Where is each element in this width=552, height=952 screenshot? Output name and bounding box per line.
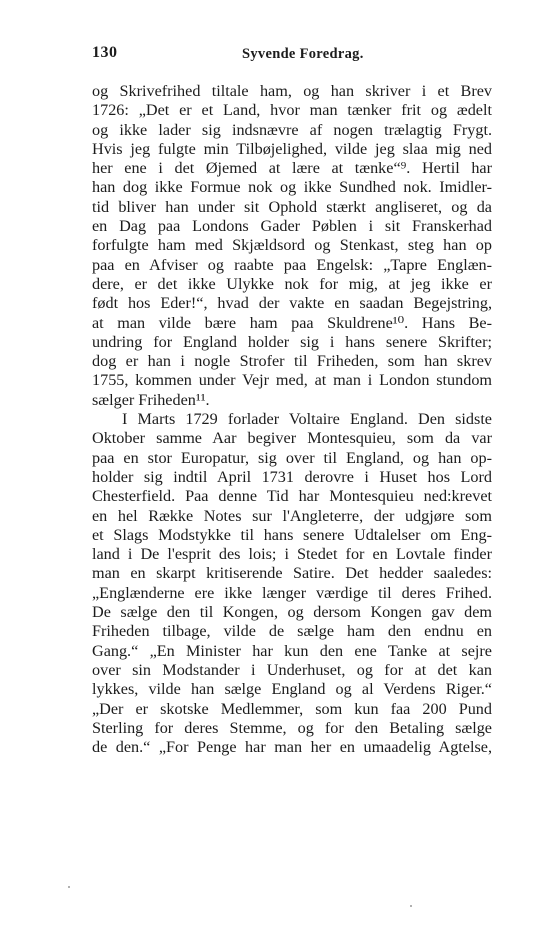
text-line: I Marts 1729 forlader Voltaire England. Den sidste [122,410,492,429]
scan-speck [68,886,70,888]
text-line: han dog ikke Formue nok og ikke Sundhed nok. Imidler- [92,178,492,197]
text-line: de den.“ „For Penge har man her en umaadelig Agtelse, [92,738,492,757]
text-line: og Skrivefrihed tiltale ham, og han skriver i et Brev [92,82,492,100]
text-line: „Der er skotske Medlemmer, som kun faa 200 Pund [92,699,492,718]
text-line: Sterling for deres Stemme, og for den Betaling sælge [92,718,492,737]
text-line: sælger Friheden¹¹. [92,390,210,409]
text-line: 1755, kommen under Vejr med, at man i London stundom [92,371,492,390]
text-line: at man vilde bære ham paa Skuldrene¹⁰. Hans Be- [92,313,492,332]
text-line: her ene i det Øjemed at lære at tænke“⁹. Hertil har [92,159,492,178]
text-line: lykkes, vilde han sælge England og al Verdens Riger.“ [92,680,492,699]
text-line: paa en Afviser og raabte paa Engelsk: „Tapre Englæn- [92,255,492,274]
text-line: Gang.“ „En Minister har kun den ene Tanke at sejre [92,641,492,660]
text-line: en Dag paa Londons Gader Pøblen i sit Franskerhad [92,217,492,236]
text-line: dog er han i nogle Strofer til Friheden, som han skrev [92,352,492,371]
text-line: og ikke lader sig indsnævre af nogen trælagtig Frygt. [92,120,492,139]
text-line: født hos Eder!“, hvad der vakte en saadan Begejstring, [92,294,492,313]
text-line: paa en stor Europatur, sig over til England, og han op- [92,448,492,467]
text-line: en hel Række Notes sur l'Angleterre, der udgjøre som [92,506,492,525]
text-line: De sælge den til Kongen, og dersom Kongen gav dem [92,603,492,622]
text-line: Chesterfield. Paa denne Tid har Montesquieu ned:krevet [92,487,492,506]
text-line: dere, er det ikke Ulykke nok for mig, at jeg ikke er [92,274,492,293]
page-header [92,44,482,68]
page-number: 130 [92,44,118,61]
text-line: „Englænderne ere ikke længer værdige til deres Frihed. [92,583,492,602]
text-line: holder sig indtil April 1731 derovre i Huset hos Lord [92,467,492,486]
scan-speck [410,905,412,907]
text-line: et Slags Modstykke til hans senere Udtalelser om Eng- [92,525,492,544]
text-line: Friheden tilbage, vilde de sælge ham den endnu en [92,622,492,641]
text-line: over sin Modstander i Underhuset, og for at det kan [92,660,492,679]
text-line: man en skarpt kritiserende Satire. Det hedder saaledes: [92,564,492,583]
text-line: land i De l'esprit des lois; i Stedet for en Lovtale finder [92,545,492,564]
text-line: Oktober samme Aar begiver Montesquieu, som da var [92,429,492,448]
text-line: forfulgte ham med Skjældsord og Stenkast, steg han op [92,236,492,255]
text-line: tid bliver han under sit Ophold stærkt angliseret, og da [92,197,492,216]
text-line: 1726: „Det er et Land, hvor man tænker frit og ædelt [92,101,492,120]
text-line: Hvis jeg fulgte min Tilbøjelighed, vilde jeg slaa mig ned [92,139,492,158]
body-text [92,82,492,757]
running-title: Syvende Foredrag. [242,46,364,62]
text-line: undring for England holder sig i hans senere Skrifter; [92,332,492,351]
